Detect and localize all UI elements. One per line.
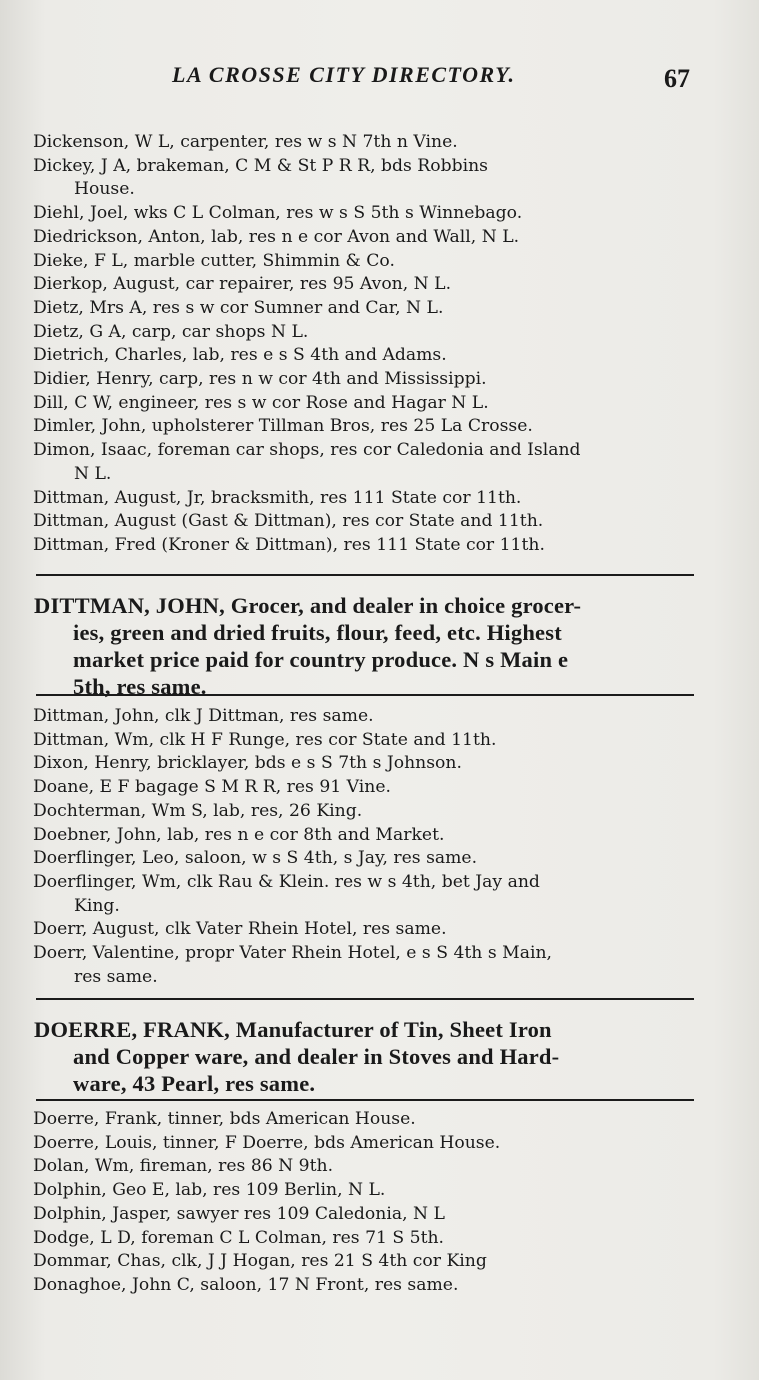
directory-entry: [0, 368, 759, 392]
directory-entry: [0, 1274, 759, 1298]
directory-entry: [0, 1179, 759, 1203]
entry-text: Dickenson, W L, carpenter, res w s N 7th n Vine.: [33, 132, 458, 152]
directory-entry: [0, 439, 759, 486]
directory-entry: [0, 344, 759, 368]
running-title: LA CROSSE CITY DIRECTORY.: [172, 62, 516, 87]
entry-text: Dodge, L D, foreman C L Colman, res 71 S 5th.: [33, 1227, 445, 1248]
entry-text: Dill, C W, engineer, res s w cor Rose and Hagar N L.: [33, 392, 489, 413]
ad-dittman-john: [34, 592, 698, 700]
entry-text: Doerflinger, Wm, clk Rau & Klein. res w s 4th, bet Jay and: [33, 871, 540, 892]
entry-text: Dimler, John, upholsterer Tillman Bros, res 25 La Crosse.: [33, 416, 533, 437]
entry-text: Didier, Henry, carp, res n w cor 4th and Mississippi.: [33, 369, 487, 390]
directory-entry: [0, 226, 759, 250]
entries-section-b: [0, 705, 759, 989]
entry-text: Dolphin, Jasper, sawyer res 109 Caledonia, N L: [33, 1203, 445, 1224]
ad-line: 5th, res same.: [73, 674, 207, 699]
entry-text: Dietz, Mrs A, res s w cor Sumner and Car, N L.: [33, 297, 444, 318]
directory-entry: [0, 273, 759, 297]
directory-entry: [0, 918, 759, 942]
directory-entry: [0, 131, 759, 155]
directory-entry: [0, 729, 759, 753]
directory-entry: [0, 1132, 759, 1156]
entry-continuation: House.: [74, 179, 135, 200]
entry-text: Dolan, Wm, fireman, res 86 N 9th.: [33, 1156, 334, 1177]
ad-doerre-frank: [34, 1016, 698, 1097]
ad-line: ies, green and dried fruits, flour, feed, etc. Highest: [73, 620, 562, 645]
ad-line: DITTMAN, JOHN, Grocer, and dealer in choice grocer-: [34, 593, 582, 618]
directory-entry: [0, 155, 759, 202]
entries-section-a: [0, 131, 759, 558]
entry-text: Dierkop, August, car repairer, res 95 Avon, N L.: [33, 274, 452, 295]
ad-line: and Copper ware, and dealer in Stoves and Hard-: [73, 1044, 560, 1069]
entry-text: Doerr, Valentine, propr Vater Rhein Hotel, e s S 4th s Main,: [33, 943, 552, 964]
directory-entry: [0, 824, 759, 848]
directory-entry: [0, 752, 759, 776]
ad-line: ware, 43 Pearl, res same.: [73, 1071, 316, 1096]
entries-section-c: [0, 1108, 759, 1298]
entry-continuation: King.: [74, 895, 120, 916]
directory-entry: [0, 1250, 759, 1274]
entry-text: Dochterman, Wm S, lab, res, 26 King.: [33, 800, 363, 821]
rule-bottom-doerre-ad: [36, 1099, 694, 1101]
entry-text: Dittman, Wm, clk H F Runge, res cor State and 11th.: [33, 729, 497, 750]
entry-text: Dittman, Fred (Kroner & Dittman), res 111 State cor 11th.: [33, 534, 545, 555]
ad-line: DOERRE, FRANK, Manufacturer of Tin, Sheet Iron: [34, 1017, 552, 1042]
entry-text: Doerre, Louis, tinner, F Doerre, bds American House.: [33, 1132, 501, 1153]
directory-entry: [0, 800, 759, 824]
entry-text: Dommar, Chas, clk, J J Hogan, res 21 S 4th cor King: [33, 1251, 487, 1272]
directory-entry: [0, 202, 759, 226]
entry-text: Doebner, John, lab, res n e cor 8th and Market.: [33, 824, 445, 845]
rule-bottom-dittman-ad: [36, 694, 694, 696]
directory-entry: [0, 415, 759, 439]
directory-entry: [0, 871, 759, 918]
directory-entry: [0, 534, 759, 558]
directory-entry: [0, 705, 759, 729]
page-number: 67: [664, 64, 690, 93]
directory-entry: [0, 1227, 759, 1251]
entry-text: Dittman, August (Gast & Dittman), res cor State and 11th.: [33, 511, 544, 532]
entry-text: Donaghoe, John C, saloon, 17 N Front, res same.: [33, 1274, 459, 1295]
entry-text: Dolphin, Geo E, lab, res 109 Berlin, N L.: [33, 1180, 386, 1201]
directory-entry: [0, 321, 759, 345]
entry-text: Doerr, August, clk Vater Rhein Hotel, res same.: [33, 919, 447, 940]
rule-top-dittman-ad: [36, 574, 694, 576]
directory-entry: [0, 847, 759, 871]
entry-text: Dittman, August, Jr, bracksmith, res 111 State cor 11th.: [33, 487, 522, 508]
entry-text: Dixon, Henry, bricklayer, bds e s S 7th s Johnson.: [33, 753, 462, 774]
entry-text: Diedrickson, Anton, lab, res n e cor Avon and Wall, N L.: [33, 226, 520, 247]
entry-text: Diehl, Joel, wks C L Colman, res w s S 5th s Winnebago.: [33, 203, 523, 224]
directory-entry: [0, 1155, 759, 1179]
rule-top-doerre-ad: [36, 998, 694, 1000]
directory-entry: [0, 487, 759, 511]
entry-text: Dickey, J A, brakeman, C M & St P R R, bds Robbins: [33, 155, 488, 176]
page-header: [0, 62, 759, 102]
directory-entry: [0, 1203, 759, 1227]
directory-entry: [0, 297, 759, 321]
entry-text: Dimon, Isaac, foreman car shops, res cor Caledonia and Island: [33, 440, 581, 461]
entry-text: Doerre, Frank, tinner, bds American House.: [33, 1109, 416, 1129]
entry-text: Doane, E F bagage S M R R, res 91 Vine.: [33, 777, 391, 798]
entry-text: Dieke, F L, marble cutter, Shimmin & Co.: [33, 250, 395, 271]
entry-text: Dietrich, Charles, lab, res e s S 4th and Adams.: [33, 345, 447, 366]
directory-entry: [0, 510, 759, 534]
entry-continuation: N L.: [74, 463, 112, 484]
entry-text: Dietz, G A, carp, car shops N L.: [33, 321, 309, 342]
entry-text: Doerflinger, Leo, saloon, w s S 4th, s Jay, res same.: [33, 848, 478, 869]
entry-text: Dittman, John, clk J Dittman, res same.: [33, 706, 374, 726]
ad-line: market price paid for country produce. N s Main e: [73, 647, 569, 672]
directory-entry: [0, 942, 759, 989]
directory-entry: [0, 1108, 759, 1132]
directory-entry: [0, 392, 759, 416]
entry-continuation: res same.: [74, 966, 158, 987]
directory-entry: [0, 776, 759, 800]
directory-entry: [0, 250, 759, 274]
